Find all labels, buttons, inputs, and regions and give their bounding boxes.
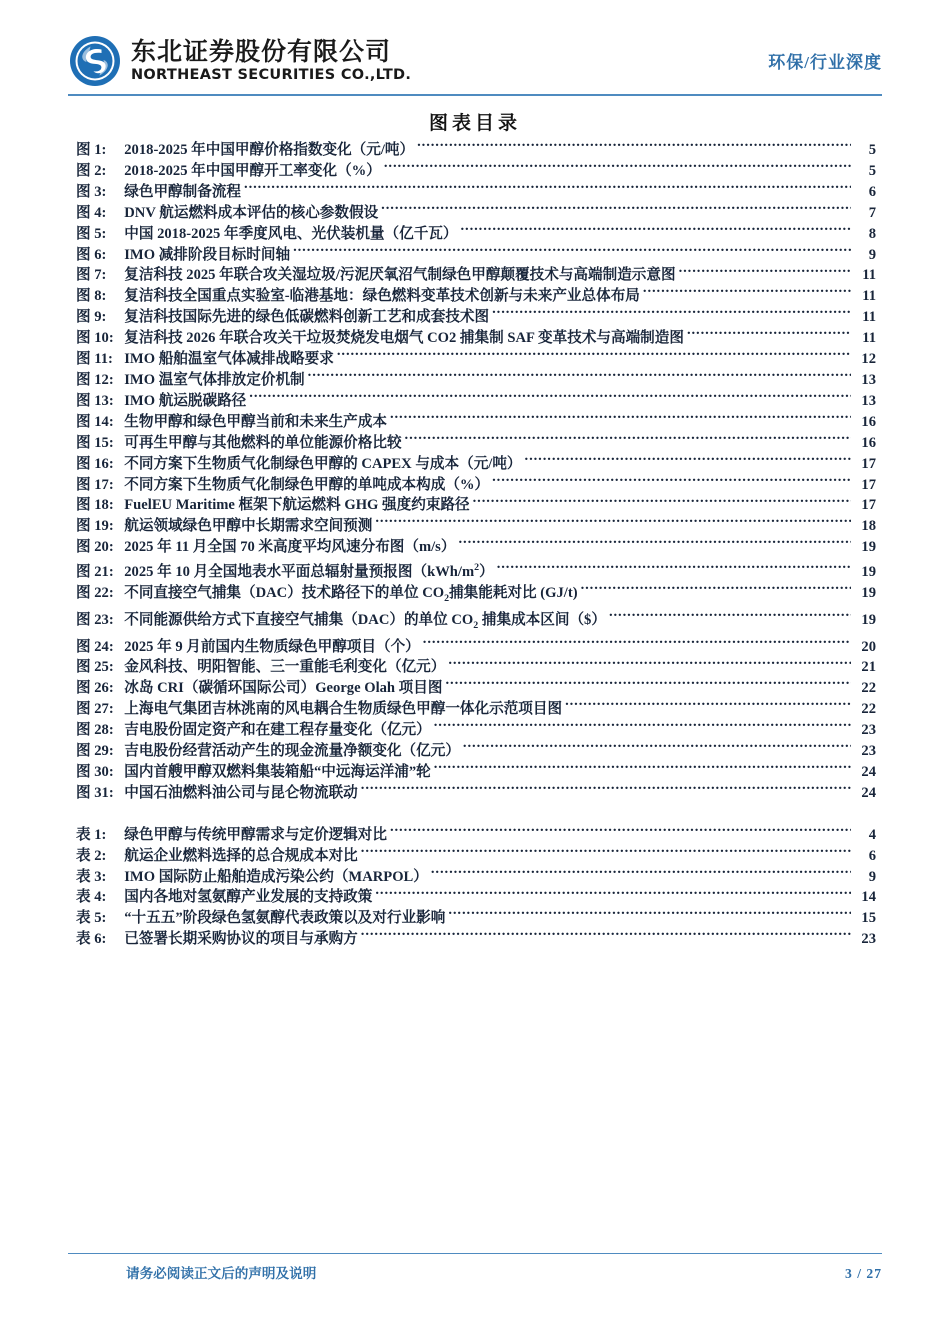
- header-divider: [68, 94, 882, 96]
- toc-figure-entry[interactable]: [76, 328, 876, 349]
- toc-leader-dots: [460, 224, 851, 238]
- toc-entry-label: 图 15:: [76, 433, 124, 454]
- toc-figure-entry[interactable]: [76, 391, 876, 412]
- toc-entry-page-number: 5: [868, 142, 876, 158]
- toc-entry-page-number: 20: [861, 638, 876, 655]
- toc-entry-page-number: 19: [861, 563, 876, 580]
- toc-table-entry[interactable]: [76, 867, 876, 888]
- toc-entry-text: IMO 船舶温室气体减排战略要求: [124, 351, 334, 368]
- toc-entry-text: 中国石油燃料油公司与昆仑物流联动: [124, 784, 358, 801]
- toc-entry-text: 国内各地对氢氨醇产业发展的支持政策: [124, 889, 373, 906]
- toc-entry-number: 21:: [94, 563, 114, 580]
- toc-entry-label: 图 25:: [76, 657, 124, 678]
- toc-entry-page-number: 14: [861, 889, 876, 906]
- toc-figure-entry[interactable]: [76, 741, 876, 762]
- toc-figure-entry[interactable]: [76, 370, 876, 391]
- toc-figure-entry[interactable]: [76, 454, 876, 475]
- toc-entry-number: 22:: [94, 584, 114, 601]
- toc-entry-label: 表 5:: [76, 908, 124, 929]
- toc-entry-number: 4:: [94, 204, 107, 221]
- toc-entry-label: 图 7:: [76, 265, 124, 286]
- toc-leader-dots: [643, 286, 851, 300]
- toc-entry-number: 1:: [94, 142, 107, 158]
- toc-entry-label: 表 4:: [76, 887, 124, 908]
- toc-entry-label: 图 1:: [76, 140, 124, 161]
- toc-leader-dots: [417, 140, 851, 154]
- toc-entry-number: 29:: [94, 743, 114, 760]
- toc-figure-entry[interactable]: [76, 678, 876, 699]
- toc-entry-text: 中国 2018-2025 年季度风电、光伏装机量（亿千瓦）: [124, 225, 458, 242]
- toc-leader-dots: [361, 846, 851, 860]
- toc-entry-label: 图 14:: [76, 412, 124, 433]
- toc-entry-label: 图 2:: [76, 161, 124, 182]
- toc-entry-number: 6:: [94, 931, 107, 948]
- toc-leader-dots: [434, 720, 851, 734]
- toc-entry-page-number: 19: [861, 584, 876, 601]
- toc-leader-dots: [375, 887, 851, 901]
- toc-entry-page-number: 11: [862, 267, 876, 284]
- toc-entry-page-number: 24: [861, 763, 876, 780]
- toc-entry-number: 27:: [94, 701, 114, 718]
- toc-entry-text: 国内首艘甲醇双燃料集装箱船“中远海运洋浦”轮: [124, 763, 431, 780]
- toc-entry-text: 吉电股份固定资产和在建工程存量变化（亿元）: [124, 722, 431, 739]
- toc-entry-text: 不同方案下生物质气化制绿色甲醇的 CAPEX 与成本（元/吨）: [124, 455, 522, 472]
- toc-leader-dots: [308, 370, 851, 384]
- table-entry-list: [76, 825, 876, 950]
- toc-table-entry[interactable]: [76, 846, 876, 867]
- toc-entry-label: 图 27:: [76, 699, 124, 720]
- toc-figure-entry[interactable]: [76, 349, 876, 370]
- toc-leader-dots: [492, 307, 851, 321]
- toc-leader-dots: [423, 637, 851, 651]
- page-title: 图表目录: [428, 113, 521, 134]
- toc-entry-text: IMO 减排阶段目标时间轴: [124, 246, 291, 263]
- toc-leader-dots: [390, 825, 851, 839]
- toc-entry-label: 图 6:: [76, 245, 124, 266]
- toc-entry-label: 图 21:: [76, 562, 124, 583]
- toc-entry-page-number: 17: [861, 497, 876, 514]
- toc-entry-text: 吉电股份经营活动产生的现金流量净额变化（亿元）: [124, 743, 460, 760]
- toc-entry-text: 复洁科技 2025 年联合攻关湿垃圾/污泥厌氧沼气制绿色甲醇颠覆技术与高端制造示意图: [124, 267, 676, 284]
- toc-entry-number: 11:: [94, 351, 113, 368]
- toc-entry-label: 图 29:: [76, 741, 124, 762]
- toc-entry-number: 16:: [94, 455, 114, 472]
- toc-entry-number: 13:: [94, 392, 114, 409]
- toc-leader-dots: [361, 783, 851, 797]
- toc-entry-page-number: 9: [868, 246, 876, 263]
- toc-figure-entry[interactable]: [76, 583, 876, 610]
- toc-entry-page-number: 6: [868, 847, 876, 864]
- toc-entry-label: 图 19:: [76, 516, 124, 537]
- toc-leader-dots: [473, 495, 851, 509]
- toc-entry-label: 图 20:: [76, 537, 124, 558]
- toc-leader-dots: [581, 583, 851, 597]
- toc-entry-number: 14:: [94, 413, 114, 430]
- company-name-en: NORTHEAST SECURITIES CO.,LTD.: [131, 67, 412, 84]
- toc-entry-text: 不同方案下生物质气化制绿色甲醇的单吨成本构成（%）: [124, 476, 490, 493]
- toc-entry-page-number: 21: [861, 659, 876, 676]
- toc-entry-number: 9:: [94, 309, 107, 326]
- company-name-block: [131, 39, 411, 83]
- toc-entry-number: 20:: [94, 539, 114, 556]
- toc-entry-number: 15:: [94, 434, 114, 451]
- toc-entry-number: 5:: [94, 910, 107, 927]
- toc-entry-text: 不同能源供给方式下直接空气捕集（DAC）的单位 $CO_2$ 捕集成本区间（$）: [124, 611, 606, 631]
- toc-entry-text: 复洁科技 2026 年联合攻关干垃圾焚烧发电烟气 CO2 捕集制 SAF 变革技术与高端制造图: [124, 330, 684, 347]
- toc-leader-dots: [497, 562, 851, 576]
- toc-entry-text: 复洁科技国际先进的绿色低碳燃料创新工艺和成套技术图: [124, 309, 490, 326]
- toc-figure-entry[interactable]: [76, 516, 876, 537]
- toc-entry-page-number: 24: [861, 784, 876, 801]
- toc-entry-number: 28:: [94, 722, 114, 739]
- page-footer: [68, 1262, 882, 1282]
- toc-entry-label: 图 18:: [76, 495, 124, 516]
- toc-entry-number: 19:: [94, 518, 114, 535]
- toc-entry-text: 不同直接空气捕集（DAC）技术路径下的单位 $CO_2$捕集能耗对比 (GJ/t): [124, 584, 578, 604]
- toc-entry-text: IMO 国际防止船舶造成污染公约（MARPOL）: [124, 868, 428, 885]
- toc-entry-label: 表 3:: [76, 867, 124, 888]
- toc-entry-page-number: 13: [861, 392, 876, 409]
- toc-entry-number: 4:: [94, 889, 107, 906]
- toc-figure-entry[interactable]: [76, 224, 876, 245]
- toc-figure-entry[interactable]: [76, 265, 876, 286]
- toc-entry-page-number: 9: [868, 868, 876, 885]
- toc-entry-number: 6:: [94, 246, 107, 263]
- toc-entry-number: 1:: [94, 826, 107, 843]
- toc-entry-page-number: 23: [861, 722, 876, 739]
- toc-figure-entry[interactable]: [76, 657, 876, 678]
- company-brand: [68, 34, 411, 88]
- toc-entry-number: 10:: [94, 330, 114, 347]
- toc-figure-entry[interactable]: [76, 783, 876, 804]
- toc-leader-dots: [525, 454, 851, 468]
- toc-figure-entry[interactable]: [76, 637, 876, 658]
- toc-figure-entry[interactable]: [76, 699, 876, 720]
- toc-entry-number: 30:: [94, 763, 114, 780]
- toc-leader-dots: [361, 929, 851, 943]
- toc-entry-text: 复洁科技全国重点实验室-临港基地：绿色燃料变革技术创新与未来产业总体布局: [124, 288, 640, 305]
- toc-leader-dots: [337, 349, 851, 363]
- toc-entry-label: 图 16:: [76, 454, 124, 475]
- toc-entry-text: 已签署长期采购协议的项目与承购方: [124, 931, 358, 948]
- footer-page-indicator: 3 / 27: [845, 1266, 882, 1281]
- table-of-contents: [76, 140, 876, 950]
- toc-figure-entry[interactable]: [76, 433, 876, 454]
- toc-figure-entry[interactable]: [76, 720, 876, 741]
- toc-table-entry[interactable]: [76, 825, 876, 846]
- toc-leader-dots: [375, 516, 851, 530]
- company-name-cn: 东北证券股份有限公司: [131, 37, 392, 67]
- toc-entry-page-number: 16: [861, 413, 876, 430]
- toc-leader-dots: [565, 699, 851, 713]
- toc-entry-label: 图 17:: [76, 475, 124, 496]
- toc-figure-entry[interactable]: [76, 286, 876, 307]
- toc-figure-entry[interactable]: [76, 182, 876, 203]
- toc-entry-number: 24:: [94, 638, 114, 655]
- toc-entry-text: 生物甲醇和绿色甲醇当前和未来生产成本: [124, 413, 387, 430]
- toc-leader-dots: [463, 741, 851, 755]
- toc-entry-label: 图 31:: [76, 783, 124, 804]
- toc-entry-label: 图 10:: [76, 328, 124, 349]
- toc-entry-text: “十五五”阶段绿色氢氨醇代表政策以及对行业影响: [124, 910, 446, 927]
- toc-entry-number: 7:: [94, 267, 107, 284]
- toc-entry-page-number: 17: [861, 455, 876, 472]
- toc-entry-page-number: 17: [861, 476, 876, 493]
- toc-entry-page-number: 22: [861, 680, 876, 697]
- toc-entry-page-number: 16: [861, 434, 876, 451]
- toc-entry-text: 2025 年 9 月前国内生物质绿色甲醇项目（个）: [124, 638, 420, 655]
- toc-entry-label: 图 9:: [76, 307, 124, 328]
- toc-entry-page-number: 15: [861, 910, 876, 927]
- toc-figure-entry[interactable]: [76, 245, 876, 266]
- toc-entry-text: IMO 航运脱碳路径: [124, 392, 247, 409]
- toc-leader-dots: [431, 867, 851, 881]
- toc-entry-number: 2:: [94, 162, 107, 179]
- toc-entry-label: 图 26:: [76, 678, 124, 699]
- toc-entry-text: 绿色甲醇制备流程: [124, 183, 242, 200]
- toc-figure-entry[interactable]: [76, 140, 876, 161]
- toc-figure-entry[interactable]: [76, 161, 876, 182]
- toc-table-entry[interactable]: [76, 887, 876, 908]
- footer-divider: [68, 1253, 882, 1254]
- toc-entry-number: 17:: [94, 476, 114, 493]
- toc-leader-dots: [448, 908, 851, 922]
- toc-entry-page-number: 19: [861, 539, 876, 556]
- toc-entry-page-number: 18: [861, 518, 876, 535]
- toc-entry-text: 航运企业燃料选择的总合规成本对比: [124, 847, 358, 864]
- toc-entry-number: 23:: [94, 611, 114, 628]
- toc-figure-entry[interactable]: [76, 307, 876, 328]
- toc-entry-number: 5:: [94, 225, 107, 242]
- toc-entry-page-number: 23: [861, 743, 876, 760]
- toc-entry-number: 12:: [94, 371, 114, 388]
- toc-figure-entry[interactable]: [76, 558, 876, 583]
- toc-entry-label: 图 22:: [76, 583, 124, 604]
- toc-table-entry[interactable]: [76, 908, 876, 929]
- toc-figure-entry[interactable]: [76, 495, 876, 516]
- toc-leader-dots: [445, 678, 851, 692]
- toc-entry-text: FuelEU Maritime 框架下航运燃料 GHG 强度约束路径: [124, 497, 470, 514]
- northeast-securities-logo-icon: [68, 34, 122, 88]
- toc-entry-text: 金风科技、明阳智能、三一重能毛利变化（亿元）: [124, 659, 446, 676]
- toc-leader-dots: [244, 182, 851, 196]
- toc-leader-dots: [434, 762, 851, 776]
- toc-entry-text: 2018-2025 年中国甲醇价格指数变化（元/吨）: [124, 142, 415, 158]
- toc-entry-label: 图 13:: [76, 391, 124, 412]
- toc-entry-page-number: 19: [861, 611, 876, 628]
- toc-entry-page-number: 4: [868, 826, 876, 843]
- footer-disclaimer: 请务必阅读正文后的声明及说明: [126, 1266, 317, 1281]
- toc-entry-page-number: 11: [862, 288, 876, 305]
- toc-entry-text: 冰岛 CRI（碳循环国际公司）George Olah 项目图: [124, 680, 443, 697]
- page-header: [68, 28, 882, 94]
- toc-section-gap: [76, 804, 876, 825]
- toc-entry-text: 航运领域绿色甲醇中长期需求空间预测: [124, 518, 373, 535]
- toc-entry-label: 图 24:: [76, 637, 124, 658]
- toc-leader-dots: [492, 475, 851, 489]
- toc-figure-entry[interactable]: [76, 412, 876, 433]
- toc-entry-number: 8:: [94, 288, 107, 305]
- toc-entry-page-number: 22: [861, 701, 876, 718]
- toc-entry-page-number: 5: [868, 162, 876, 179]
- toc-entry-text: IMO 温室气体排放定价机制: [124, 371, 305, 388]
- toc-leader-dots: [609, 610, 851, 624]
- toc-leader-dots: [405, 433, 851, 447]
- toc-entry-text: 上海电气集团吉林洮南的风电耦合生物质绿色甲醇一体化示范项目图: [124, 701, 563, 718]
- toc-entry-page-number: 11: [862, 309, 876, 326]
- toc-table-entry[interactable]: [76, 929, 876, 950]
- toc-entry-number: 3:: [94, 183, 107, 200]
- toc-figure-entry[interactable]: [76, 475, 876, 496]
- toc-entry-text: 2025 年 11 月全国 70 米高度平均风速分布图（m/s）: [124, 539, 456, 556]
- toc-leader-dots: [679, 265, 851, 279]
- toc-entry-page-number: 8: [868, 225, 876, 242]
- toc-entry-label: 图 4:: [76, 203, 124, 224]
- toc-leader-dots: [390, 412, 851, 426]
- toc-leader-dots: [381, 203, 851, 217]
- toc-leader-dots: [384, 161, 851, 175]
- toc-entry-number: 25:: [94, 659, 114, 676]
- toc-entry-label: 图 5:: [76, 224, 124, 245]
- toc-entry-page-number: 7: [868, 204, 876, 221]
- toc-entry-number: 26:: [94, 680, 114, 697]
- toc-entry-label: 表 1:: [76, 825, 124, 846]
- toc-entry-number: 31:: [94, 784, 114, 801]
- toc-entry-text: DNV 航运燃料成本评估的核心参数假设: [124, 204, 379, 221]
- toc-entry-page-number: 12: [861, 351, 876, 368]
- toc-figure-entry[interactable]: [76, 537, 876, 558]
- toc-entry-label: 图 3:: [76, 182, 124, 203]
- toc-entry-label: 图 8:: [76, 286, 124, 307]
- toc-entry-page-number: 13: [861, 371, 876, 388]
- toc-entry-text: 绿色甲醇与传统甲醇需求与定价逻辑对比: [124, 826, 387, 843]
- toc-leader-dots: [458, 537, 851, 551]
- toc-entry-text: 可再生甲醇与其他燃料的单位能源价格比较: [124, 434, 402, 451]
- figure-entry-list: [76, 140, 876, 804]
- toc-entry-label: 图 11:: [76, 349, 124, 370]
- report-section-tag: 环保/行业深度: [768, 52, 882, 72]
- toc-entry-page-number: 11: [862, 330, 876, 347]
- toc-entry-label: 图 30:: [76, 762, 124, 783]
- toc-figure-entry[interactable]: [76, 762, 876, 783]
- toc-entry-number: 2:: [94, 847, 107, 864]
- toc-entry-number: 18:: [94, 497, 114, 514]
- toc-entry-label: 表 2:: [76, 846, 124, 867]
- toc-entry-text: 2018-2025 年中国甲醇开工率变化（%）: [124, 162, 381, 179]
- toc-figure-entry[interactable]: [76, 203, 876, 224]
- toc-entry-label: 图 28:: [76, 720, 124, 741]
- toc-entry-label: 图 23:: [76, 610, 124, 631]
- toc-entry-text: 2025 年 10 月全国地表水平面总辐射量预报图$(kWh/m^2)$: [124, 562, 494, 580]
- toc-leader-dots: [249, 391, 851, 405]
- toc-entry-label: 图 12:: [76, 370, 124, 391]
- toc-leader-dots: [293, 245, 851, 259]
- toc-leader-dots: [448, 657, 851, 671]
- toc-entry-page-number: 6: [868, 183, 876, 200]
- toc-figure-entry[interactable]: [76, 610, 876, 637]
- toc-entry-page-number: 23: [861, 931, 876, 948]
- toc-entry-number: 3:: [94, 868, 107, 885]
- toc-leader-dots: [687, 328, 851, 342]
- toc-entry-label: 表 6:: [76, 929, 124, 950]
